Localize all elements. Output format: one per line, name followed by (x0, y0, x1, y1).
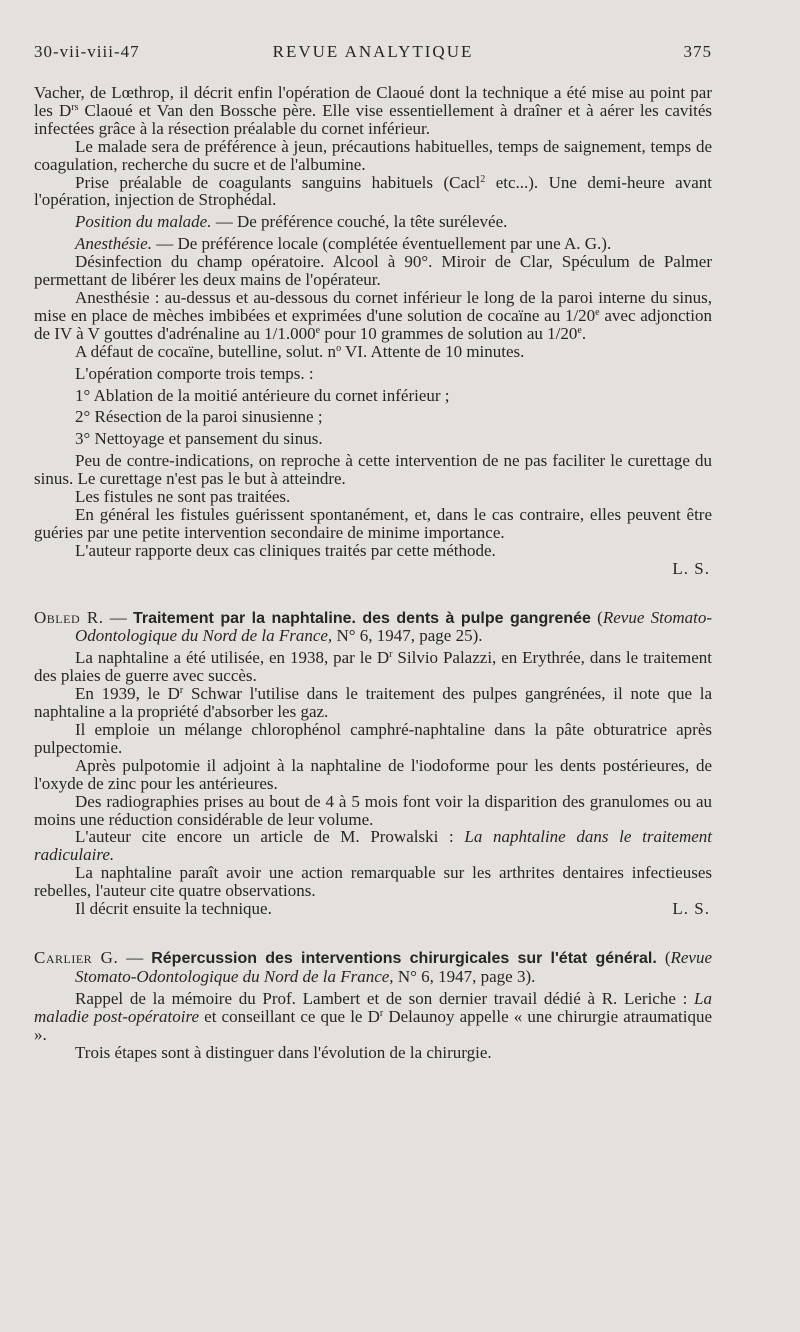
paragraph: Il emploie un mélange chlorophénol camphré-naphtaline dans la pâte obturatrice après pulpectomie. (34, 720, 712, 757)
article-title: Traitement par la naphtaline. des dents à pulpe gangrenée (132, 609, 591, 627)
paragraph: Le malade sera de préférence à jeun, précautions habituelles, temps de saignement, temps de coagulation, recherche du sucre et de l'albumine. (34, 136, 712, 174)
header-journal: REVUE ANALYTIQUE (272, 42, 474, 61)
signature: L. S. (672, 899, 710, 919)
paragraph: A défaut de cocaïne, butelline, solut. $n^o$ VI. Attente de 10 minutes. (75, 341, 525, 361)
page-number: 375 (683, 42, 712, 61)
list-item: 2° Résection de la paroi sinusienne ; (75, 407, 323, 427)
journal-reference: Revue Stomato-Odontologique du Nord de la France, (75, 947, 713, 986)
paragraph: Anesthésie. — De préférence locale (complétée éventuellement par une A. G.). (75, 234, 612, 254)
paragraph: Trois étapes sont à distinguer dans l'évolution de la chirurgie. (75, 1042, 492, 1062)
paragraph: Peu de contre-indications, on reproche à cette intervention de ne pas faciliter le curettage du sinus. Le curettage n'est pas le but à atteindre. (34, 451, 712, 489)
paragraph: Désinfection du champ opératoire. Alcool à 90°. Miroir de Clar, Spéculum de Palmer permettant de libérer les deux mains de l'opérateur. (34, 252, 712, 290)
paragraph: L'opération comporte trois temps. : (75, 363, 314, 383)
paragraph: L'auteur cite encore un article de M. Prowalski : La naphtaline dans le traitement radiculaire. (34, 827, 712, 865)
paragraph: La naphtaline a été utilisée, en 1938, par le $D^r$ Silvio Palazzi, en Erythrée, dans le traitement des plaies de guerre avec succès. (34, 648, 712, 686)
article-heading: Carlier G. — Répercussion des interventions chirurgicales sur l'état général. (Revue Stomato-Odontologique du Nord de la France, N° 6, 1947, page 3). (34, 947, 713, 986)
page-body (34, 84, 712, 1061)
article-author: Obled R. (34, 607, 104, 627)
article-title: Répercussion des interventions chirurgicales sur l'état général. (151, 949, 657, 967)
paragraph: Prise préalable de coagulants sanguins habituels (Cacl$^2$ etc...). Une demi-heure avant l'opération, injection de Strophédal. (34, 172, 712, 210)
signature: L. S. (672, 558, 710, 578)
list-item: 1° Ablation de la moitié antérieure du cornet inférieur ; (75, 385, 450, 405)
list-item: 3° Nettoyage et pansement du sinus. (75, 429, 323, 449)
paragraph: Position du malade. — De préférence couché, la tête surélevée. (75, 212, 508, 232)
paragraph: Il décrit ensuite la technique. L. S. (75, 899, 710, 919)
paragraph: Vacher, de Lœthrop, il décrit enfin l'opération de Claoué dont la technique a été mise au point par les $D^{rs}$ Claoué et Van den Bossche père. Elle vise essentiellement à draîner et à aérer les cavités infectées grâce à la résection préalable du cornet inférieur. (34, 83, 712, 138)
paragraph: La naphtaline paraît avoir une action remarquable sur les arthrites dentaires infectieuses rebelles, l'auteur cite quatre observations. (34, 863, 712, 901)
journal-reference: Revue Stomato-Odontologique du Nord de la France, (75, 607, 713, 646)
paragraph: Après pulpotomie il adjoint à la naphtaline de l'iodoforme pour les dents postérieures, de l'oxyde de zinc pour les antérieures. (34, 755, 712, 793)
paragraph: L'auteur rapporte deux cas cliniques traités par cette méthode. (75, 540, 496, 560)
article-heading: Obled R. — Traitement par la naphtaline. des dents à pulpe gangrenée (Revue Stomato-Odontologique du Nord de la France, N° 6, 1947, page 25). (34, 607, 713, 646)
paragraph: Rappel de la mémoire du Prof. Lambert et de son dernier travail dédié à R. Leriche : La maladie post-opératoire et conseillant ce que le $D^r$ Delaunoy appelle « une chirurgie atraumatique ». (34, 988, 712, 1044)
paragraph: Anesthésie : au-dessus et au-dessous du cornet inférieur le long de la paroi interne du sinus, mise en place de mèches imbibées et exprimées d'une solution de cocaïne au 1/20e avec adjonction de IV à V gouttes d'adrénaline au 1/1.000e pour 10 grammes de solution au 1/20e. (34, 287, 712, 343)
article-author: Carlier G. (34, 947, 119, 967)
paragraph: Les fistules ne sont pas traitées. (75, 487, 291, 507)
paragraph: Des radiographies prises au bout de 4 à 5 mois font voir la disparition des granulomes ou au moins une réduction considérable de leur volume. (34, 791, 712, 829)
paragraph: En 1939, le $D^r$ Schwar l'utilise dans le traitement des pulpes gangrénées, il note que la naphtaline a la propriété d'absorber les gaz. (34, 684, 712, 722)
paragraph: En général les fistules guérissent spontanément, et, dans le cas contraire, elles peuvent être guéries par une petite intervention secondaire de minime importance. (34, 504, 712, 542)
header-date: 30-vii-viii-47 (34, 42, 140, 61)
